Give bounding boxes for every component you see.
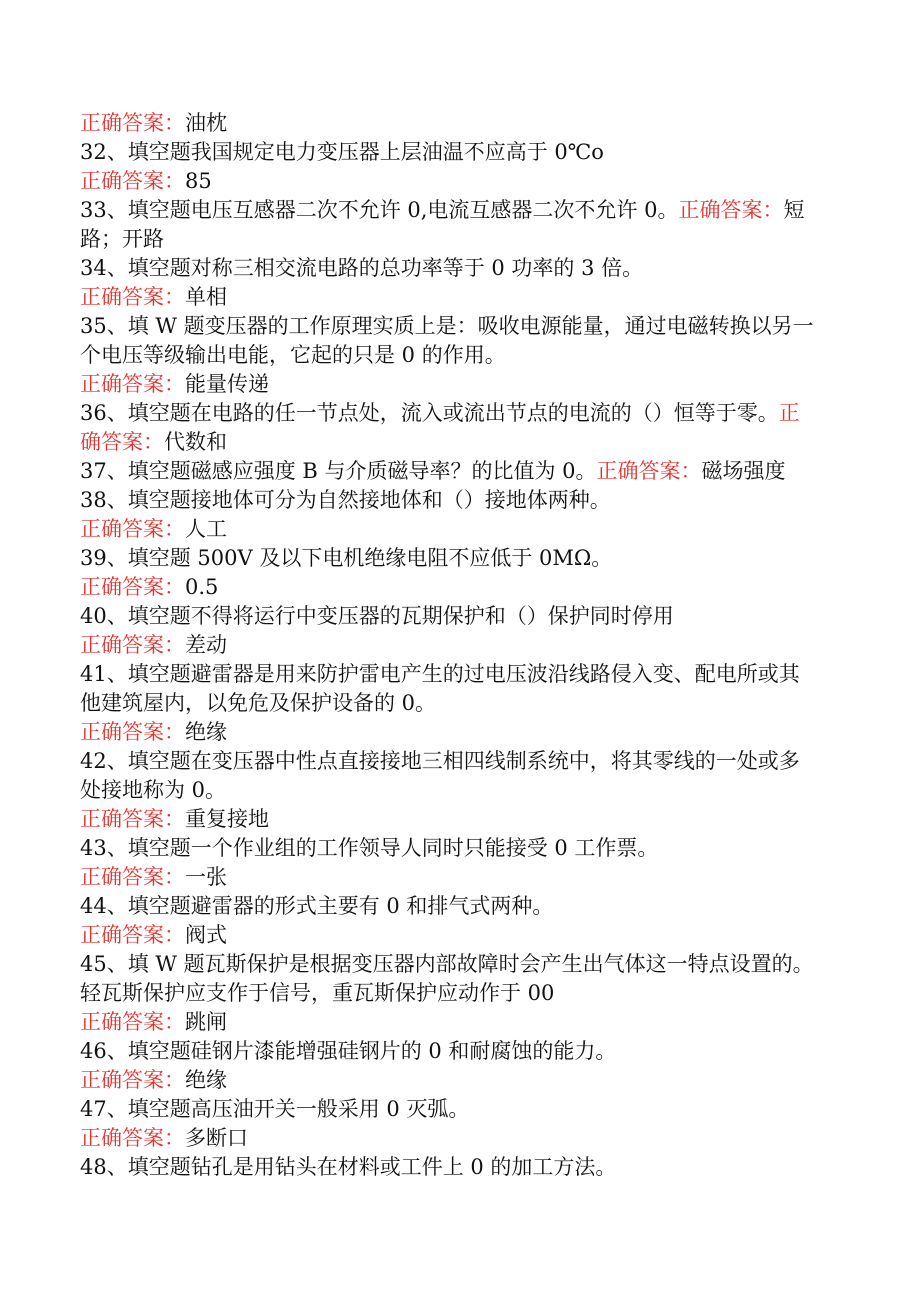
text-line <box>80 1008 840 1037</box>
text-line <box>80 399 840 428</box>
question-text: 34、填空题对称三相交流电路的总功率等于 0 功率的 3 倍。 <box>80 256 644 280</box>
text-line <box>80 979 840 1008</box>
text-line <box>80 428 840 457</box>
question-text: 39、填空题 500V 及以下电机绝缘电阻不应低于 0MΩ。 <box>80 546 613 570</box>
text-line <box>80 950 840 979</box>
answer-text: 一张 <box>185 865 227 889</box>
question-text: 36、填空题在电路的任一节点处，流入或流出节点的电流的（）恒等于零。 <box>80 401 779 425</box>
answer-label: 正确答案： <box>80 1010 185 1034</box>
question-text: 38、填空题接地体可分为自然接地体和（）接地体两种。 <box>80 488 611 512</box>
question-text: 32、填空题我国规定电力变压器上层油温不应高于 0℃o <box>80 140 604 164</box>
text-line <box>80 167 840 196</box>
text-line <box>80 834 840 863</box>
answer-label: 正 <box>778 401 800 425</box>
text-line <box>80 515 840 544</box>
text-line <box>80 196 840 225</box>
text-line <box>80 138 840 167</box>
question-text: 47、填空题高压油开关一般采用 0 灭弧。 <box>80 1097 470 1121</box>
answer-text: 绝缘 <box>185 1068 227 1092</box>
text-line <box>80 370 840 399</box>
text-line <box>80 1124 840 1153</box>
answer-text: 0.5 <box>185 575 219 599</box>
text-line <box>80 1037 840 1066</box>
question-text: 46、填空题硅钢片漆能增强硅钢片的 0 和耐腐蚀的能力。 <box>80 1039 617 1063</box>
question-text: 44、填空题避雷器的形式主要有 0 和排气式两种。 <box>80 894 554 918</box>
text-line <box>80 544 840 573</box>
answer-label: 确答案： <box>80 430 164 454</box>
answer-text: 代数和 <box>164 430 227 454</box>
question-text: 他建筑屋内，以免危及保护设备的 0。 <box>80 691 437 715</box>
answer-label: 正确答案： <box>596 459 702 483</box>
answer-label: 正确答案： <box>80 720 185 744</box>
answer-text: 单相 <box>185 285 227 309</box>
answer-text: 绝缘 <box>185 720 227 744</box>
question-text: 48、填空题钻孔是用钻头在材料或工件上 0 的加工方法。 <box>80 1155 617 1179</box>
text-line <box>80 457 840 486</box>
answer-text: 人工 <box>185 517 227 541</box>
answer-label: 正确答案： <box>80 169 185 193</box>
text-line <box>80 486 840 515</box>
text-line <box>80 776 840 805</box>
question-text: 45、填 W 题瓦斯保护是根据变压器内部故障时会产生出气体这一特点设置的。 <box>80 952 814 976</box>
answer-label: 正确答案： <box>80 285 185 309</box>
question-text: 33、填空题电压互感器二次不允许 0,电流互感器二次不允许 0。 <box>80 198 679 222</box>
question-text: 42、填空题在变压器中性点直接接地三相四线制系统中，将其零线的一处或多 <box>80 749 800 773</box>
text-line <box>80 892 840 921</box>
text-line <box>80 109 840 138</box>
text-line <box>80 747 840 776</box>
text-line <box>80 341 840 370</box>
question-text: 路；开路 <box>80 227 164 251</box>
text-line <box>80 1153 840 1182</box>
answer-label: 正确答案： <box>80 865 185 889</box>
answer-label: 正确答案： <box>80 517 185 541</box>
text-line <box>80 863 840 892</box>
answer-label: 正确答案： <box>80 575 185 599</box>
text-line <box>80 1095 840 1124</box>
text-line <box>80 312 840 341</box>
answer-text: 油枕 <box>185 111 227 135</box>
text-line <box>80 718 840 747</box>
question-text: 轻瓦斯保护应支作于信号，重瓦斯保护应动作于 00 <box>80 981 555 1005</box>
text-line <box>80 602 840 631</box>
text-line <box>80 573 840 602</box>
question-text: 处接地称为 0。 <box>80 778 227 802</box>
question-text: 43、填空题一个作业组的工作领导人同时只能接受 0 工作票。 <box>80 836 659 860</box>
answer-text: 能量传递 <box>185 372 269 396</box>
question-text: 37、填空题磁感应强度 B 与介质磁导率？的比值为 0。 <box>80 459 597 483</box>
text-line <box>80 225 840 254</box>
question-text: 个电压等级输出电能，它起的只是 0 的作用。 <box>80 343 506 367</box>
answer-text: 差动 <box>185 633 227 657</box>
text-line <box>80 805 840 834</box>
answer-label: 正确答案： <box>80 1126 185 1150</box>
answer-text: 阀式 <box>185 923 227 947</box>
text-line <box>80 254 840 283</box>
text-line <box>80 283 840 312</box>
answer-text: 跳闸 <box>185 1010 227 1034</box>
question-text: 40、填空题不得将运行中变压器的瓦期保护和（）保护同时停用 <box>80 604 674 628</box>
answer-label: 正确答案： <box>80 111 185 135</box>
answer-label: 正确答案： <box>80 633 185 657</box>
question-text: 35、填 W 题变压器的工作原理实质上是：吸收电源能量，通过电磁转换以另一 <box>80 314 814 338</box>
answer-label: 正确答案： <box>80 1068 185 1092</box>
question-text: 41、填空题避雷器是用来防护雷电产生的过电压波沿线路侵入变、配电所或其 <box>80 662 800 686</box>
text-line <box>80 631 840 660</box>
answer-text: 短 <box>783 198 805 222</box>
text-line <box>80 1066 840 1095</box>
answer-text: 多断口 <box>185 1126 248 1150</box>
text-line <box>80 689 840 718</box>
text-line <box>80 660 840 689</box>
answer-label: 正确答案： <box>80 923 185 947</box>
answer-text: 磁场强度 <box>701 459 786 483</box>
answer-label: 正确答案： <box>80 807 185 831</box>
answer-text: 85 <box>185 169 212 193</box>
answer-text: 重复接地 <box>185 807 269 831</box>
answer-label: 正确答案： <box>678 198 784 222</box>
answer-label: 正确答案： <box>80 372 185 396</box>
text-line <box>80 921 840 950</box>
